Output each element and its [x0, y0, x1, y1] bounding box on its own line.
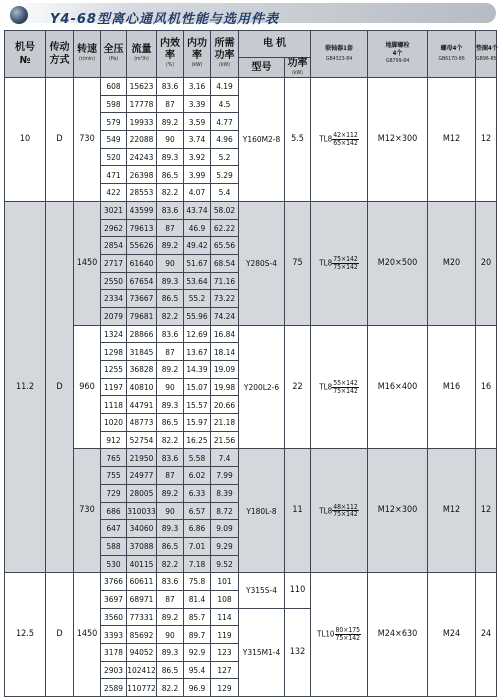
efficiency-cell: 89.2: [157, 361, 184, 379]
pressure-cell: 3393: [101, 626, 127, 644]
header-coupling: 联轴器1套 GB4323-84: [311, 31, 368, 78]
flow-cell: 28005: [127, 484, 157, 502]
header-flow: 流量 (m³/h): [127, 31, 157, 78]
machine-no-cell: 10: [5, 78, 46, 202]
pressure-cell: 1197: [101, 378, 127, 396]
internal-power-cell: 7.18: [184, 555, 211, 573]
header-drive: 传动 方式: [46, 31, 74, 78]
flow-cell: 37088: [127, 537, 157, 555]
pressure-cell: 2962: [101, 219, 127, 237]
flow-cell: 19933: [127, 113, 157, 131]
flow-cell: 28553: [127, 184, 157, 202]
speed-cell: 960: [74, 325, 101, 449]
nut-cell: M12: [428, 78, 476, 202]
internal-power-cell: 3.74: [184, 131, 211, 149]
internal-power-cell: 92.9: [184, 644, 211, 662]
pressure-cell: 3021: [101, 201, 127, 219]
internal-power-cell: 13.67: [184, 343, 211, 361]
efficiency-cell: 86.5: [157, 537, 184, 555]
title-ball-icon: [10, 6, 28, 24]
flow-cell: 24243: [127, 148, 157, 166]
pressure-cell: 471: [101, 166, 127, 184]
flow-cell: 28866: [127, 325, 157, 343]
required-power-cell: 123: [211, 644, 239, 662]
speed-cell: 730: [74, 449, 101, 573]
pressure-cell: 588: [101, 537, 127, 555]
speed-cell: 730: [74, 78, 101, 202]
flow-cell: 40115: [127, 555, 157, 573]
internal-power-cell: 81.4: [184, 590, 211, 608]
required-power-cell: 71.16: [211, 272, 239, 290]
flow-cell: 85692: [127, 626, 157, 644]
header-motor-power: 功率 (kW): [285, 58, 311, 78]
pressure-cell: 1118: [101, 396, 127, 414]
pressure-cell: 579: [101, 113, 127, 131]
required-power-cell: 7.99: [211, 467, 239, 485]
internal-power-cell: 3.16: [184, 78, 211, 96]
required-power-cell: 58.02: [211, 201, 239, 219]
flow-cell: 52754: [127, 431, 157, 449]
efficiency-cell: 89.3: [157, 644, 184, 662]
required-power-cell: 5.2: [211, 148, 239, 166]
efficiency-cell: 89.2: [157, 113, 184, 131]
internal-power-cell: 3.99: [184, 166, 211, 184]
flow-cell: 36828: [127, 361, 157, 379]
required-power-cell: 114: [211, 608, 239, 626]
flow-cell: 44791: [127, 396, 157, 414]
pressure-cell: 422: [101, 184, 127, 202]
efficiency-cell: 82.2: [157, 431, 184, 449]
pressure-cell: 2334: [101, 290, 127, 308]
internal-power-cell: 95.4: [184, 661, 211, 679]
internal-power-cell: 43.74: [184, 201, 211, 219]
motor-power-cell: 132: [285, 608, 311, 696]
nut-cell: M16: [428, 325, 476, 449]
washer-cell: 16: [476, 325, 497, 449]
coupling-numerator: 80×175: [335, 626, 361, 635]
efficiency-cell: 89.3: [157, 396, 184, 414]
required-power-cell: 20.66: [211, 396, 239, 414]
internal-power-cell: 85.7: [184, 608, 211, 626]
required-power-cell: 74.24: [211, 307, 239, 325]
header-washer: 垫圈4个 GB96-85: [476, 31, 497, 78]
internal-power-cell: 3.59: [184, 113, 211, 131]
flow-cell: 40810: [127, 378, 157, 396]
efficiency-cell: 90: [157, 254, 184, 272]
coupling-numerator: 48×112: [333, 502, 358, 511]
internal-power-cell: 96.9: [184, 679, 211, 697]
internal-power-cell: 46.9: [184, 219, 211, 237]
header-efficiency: 内效 率 (%): [157, 31, 184, 78]
efficiency-cell: 87: [157, 219, 184, 237]
efficiency-cell: 87: [157, 467, 184, 485]
coupling-numerator: 55×142: [333, 378, 358, 387]
flow-cell: 94052: [127, 644, 157, 662]
flow-cell: 68971: [127, 590, 157, 608]
motor-power-cell: 11: [285, 449, 311, 573]
washer-cell: 12: [476, 78, 497, 202]
flow-cell: 48773: [127, 414, 157, 432]
anchor-bolt-cell: M12×300: [368, 78, 428, 202]
coupling-fraction: [332, 132, 359, 147]
efficiency-cell: 82.2: [157, 307, 184, 325]
required-power-cell: 4.96: [211, 131, 239, 149]
efficiency-cell: 90: [157, 131, 184, 149]
flow-cell: 22088: [127, 131, 157, 149]
nut-cell: M20: [428, 201, 476, 325]
efficiency-cell: 82.2: [157, 555, 184, 573]
header-nut: 螺母4个 GB6170-86: [428, 31, 476, 78]
header-machine-no: 机号 №: [5, 31, 46, 78]
anchor-bolt-cell: M16×400: [368, 325, 428, 449]
pressure-cell: 2589: [101, 679, 127, 697]
required-power-cell: 9.09: [211, 520, 239, 538]
pressure-cell: 608: [101, 78, 127, 96]
motor-power-cell: 75: [285, 201, 311, 325]
flow-cell: 21950: [127, 449, 157, 467]
required-power-cell: 21.18: [211, 414, 239, 432]
internal-power-cell: 6.57: [184, 502, 211, 520]
header-pressure: 全压 (Pa): [101, 31, 127, 78]
flow-cell: 79613: [127, 219, 157, 237]
pressure-cell: 912: [101, 431, 127, 449]
internal-power-cell: 6.33: [184, 484, 211, 502]
efficiency-cell: 89.3: [157, 520, 184, 538]
coupling-denominator: 75×142: [333, 386, 358, 395]
internal-power-cell: 89.7: [184, 626, 211, 644]
required-power-cell: 5.29: [211, 166, 239, 184]
speed-cell: 1450: [74, 573, 101, 697]
coupling-denominator: 65×142: [333, 138, 358, 147]
header-motor-model: 型号: [239, 58, 285, 78]
pressure-cell: 3766: [101, 573, 127, 591]
efficiency-cell: 82.2: [157, 679, 184, 697]
nut-cell: M12: [428, 449, 476, 573]
coupling-denominator: 75×142: [335, 634, 361, 643]
internal-power-cell: 16.25: [184, 431, 211, 449]
pressure-cell: 1298: [101, 343, 127, 361]
anchor-bolt-cell: M24×630: [368, 573, 428, 697]
required-power-cell: 129: [211, 679, 239, 697]
efficiency-cell: 87: [157, 95, 184, 113]
coupling-prefix: TL8: [319, 505, 333, 515]
internal-power-cell: 14.39: [184, 361, 211, 379]
pressure-cell: 686: [101, 502, 127, 520]
coupling-denominator: 75×142: [333, 510, 358, 519]
coupling-cell: [311, 573, 368, 697]
header-speed: 转速 (r/min): [74, 31, 101, 78]
pressure-cell: 3560: [101, 608, 127, 626]
pressure-cell: 3697: [101, 590, 127, 608]
coupling-fraction: [332, 504, 359, 519]
flow-cell: 43599: [127, 201, 157, 219]
efficiency-cell: 89.3: [157, 148, 184, 166]
efficiency-cell: 90: [157, 378, 184, 396]
required-power-cell: 73.22: [211, 290, 239, 308]
motor-power-cell: 5.5: [285, 78, 311, 202]
flow-cell: 102412: [127, 661, 157, 679]
efficiency-cell: 86.5: [157, 661, 184, 679]
coupling-prefix: TL8: [319, 258, 333, 268]
flow-cell: 110772: [127, 679, 157, 697]
motor-model-cell: Y315S-4: [239, 573, 285, 608]
efficiency-cell: 87: [157, 343, 184, 361]
internal-power-cell: 75.8: [184, 573, 211, 591]
required-power-cell: 9.52: [211, 555, 239, 573]
pressure-cell: 2717: [101, 254, 127, 272]
flow-cell: 73667: [127, 290, 157, 308]
internal-power-cell: 55.96: [184, 307, 211, 325]
internal-power-cell: 12.69: [184, 325, 211, 343]
required-power-cell: 119: [211, 626, 239, 644]
internal-power-cell: 15.07: [184, 378, 211, 396]
required-power-cell: 5.4: [211, 184, 239, 202]
title-bar: [4, 3, 496, 27]
coupling-numerator: 75×142: [333, 254, 358, 263]
machine-no-cell: 12.5: [5, 573, 46, 697]
coupling-denominator: 75×142: [333, 262, 358, 271]
flow-cell: 24977: [127, 467, 157, 485]
pressure-cell: 1255: [101, 361, 127, 379]
required-power-cell: 4.5: [211, 95, 239, 113]
required-power-cell: 8.72: [211, 502, 239, 520]
drive-cell: D: [46, 78, 74, 202]
coupling-cell: [311, 449, 368, 573]
pressure-cell: 549: [101, 131, 127, 149]
internal-power-cell: 3.92: [184, 148, 211, 166]
flow-cell: 15623: [127, 78, 157, 96]
efficiency-cell: 89.2: [157, 484, 184, 502]
coupling-fraction: [332, 256, 359, 271]
coupling-prefix: TL8: [319, 382, 333, 392]
pressure-cell: 3178: [101, 644, 127, 662]
pressure-cell: 2550: [101, 272, 127, 290]
drive-cell: D: [46, 201, 74, 572]
efficiency-cell: 86.5: [157, 290, 184, 308]
motor-model-cell: Y200L2-6: [239, 325, 285, 449]
required-power-cell: 16.84: [211, 325, 239, 343]
nut-cell: M24: [428, 573, 476, 697]
table-body: [5, 78, 497, 697]
internal-power-cell: 49.42: [184, 237, 211, 255]
efficiency-cell: 87: [157, 590, 184, 608]
internal-power-cell: 5.58: [184, 449, 211, 467]
internal-power-cell: 15.97: [184, 414, 211, 432]
anchor-bolt-cell: M12×300: [368, 449, 428, 573]
pressure-cell: 729: [101, 484, 127, 502]
required-power-cell: 19.09: [211, 361, 239, 379]
internal-power-cell: 6.86: [184, 520, 211, 538]
internal-power-cell: 7.01: [184, 537, 211, 555]
motor-power-cell: 110: [285, 573, 311, 608]
flow-cell: 77331: [127, 608, 157, 626]
required-power-cell: 8.39: [211, 484, 239, 502]
flow-cell: 17778: [127, 95, 157, 113]
efficiency-cell: 90: [157, 502, 184, 520]
internal-power-cell: 3.39: [184, 95, 211, 113]
efficiency-cell: 83.6: [157, 573, 184, 591]
motor-model-cell: Y315M1-4: [239, 608, 285, 696]
efficiency-cell: 89.3: [157, 272, 184, 290]
required-power-cell: 4.77: [211, 113, 239, 131]
efficiency-cell: 89.2: [157, 608, 184, 626]
motor-model-cell: Y160M2-8: [239, 78, 285, 202]
washer-cell: 12: [476, 449, 497, 573]
flow-cell: 310033: [127, 502, 157, 520]
required-power-cell: 108: [211, 590, 239, 608]
internal-power-cell: 55.2: [184, 290, 211, 308]
required-power-cell: 68.54: [211, 254, 239, 272]
flow-cell: 34060: [127, 520, 157, 538]
header-anchor-bolt: 地脚螺栓 4个 GB799-84: [368, 31, 428, 78]
motor-model-cell: Y280S-4: [239, 201, 285, 325]
pressure-cell: 2903: [101, 661, 127, 679]
flow-cell: 60611: [127, 573, 157, 591]
flow-cell: 61640: [127, 254, 157, 272]
table-row: [5, 573, 497, 591]
anchor-bolt-cell: M20×500: [368, 201, 428, 325]
efficiency-cell: 83.6: [157, 325, 184, 343]
pressure-cell: 520: [101, 148, 127, 166]
header-motor: 电 机: [239, 31, 311, 58]
pressure-cell: 530: [101, 555, 127, 573]
performance-table: [4, 30, 497, 697]
required-power-cell: 62.22: [211, 219, 239, 237]
drive-cell: D: [46, 573, 74, 697]
flow-cell: 55626: [127, 237, 157, 255]
coupling-prefix: TL8: [319, 134, 333, 144]
motor-model-cell: Y180L-8: [239, 449, 285, 573]
required-power-cell: 18.14: [211, 343, 239, 361]
motor-power-cell: 22: [285, 325, 311, 449]
pressure-cell: 2854: [101, 237, 127, 255]
coupling-cell: [311, 78, 368, 202]
washer-cell: 24: [476, 573, 497, 697]
efficiency-cell: 82.2: [157, 184, 184, 202]
coupling-fraction: [332, 380, 359, 395]
efficiency-cell: 89.2: [157, 237, 184, 255]
table-row: [5, 78, 497, 96]
required-power-cell: 65.56: [211, 237, 239, 255]
pressure-cell: 647: [101, 520, 127, 538]
page-title: Y4-68型离心通风机性能与选用件表: [50, 12, 279, 27]
required-power-cell: 4.19: [211, 78, 239, 96]
flow-cell: 67654: [127, 272, 157, 290]
header-internal-power: 内功 率 (kW): [184, 31, 211, 78]
required-power-cell: 127: [211, 661, 239, 679]
internal-power-cell: 15.57: [184, 396, 211, 414]
table-row: [5, 201, 497, 219]
machine-no-cell: 11.2: [5, 201, 46, 572]
efficiency-cell: 83.6: [157, 201, 184, 219]
required-power-cell: 101: [211, 573, 239, 591]
pressure-cell: 755: [101, 467, 127, 485]
flow-cell: 31845: [127, 343, 157, 361]
coupling-fraction: [335, 627, 362, 642]
table-row: [5, 325, 497, 343]
internal-power-cell: 51.67: [184, 254, 211, 272]
table-row: [5, 449, 497, 467]
speed-cell: 1450: [74, 201, 101, 325]
internal-power-cell: 6.02: [184, 467, 211, 485]
efficiency-cell: 86.5: [157, 414, 184, 432]
coupling-prefix: TL10: [316, 629, 335, 639]
required-power-cell: 19.98: [211, 378, 239, 396]
required-power-cell: 7.4: [211, 449, 239, 467]
internal-power-cell: 4.07: [184, 184, 211, 202]
internal-power-cell: 53.64: [184, 272, 211, 290]
required-power-cell: 9.29: [211, 537, 239, 555]
pressure-cell: 765: [101, 449, 127, 467]
flow-cell: 79681: [127, 307, 157, 325]
washer-cell: 20: [476, 201, 497, 325]
efficiency-cell: 90: [157, 626, 184, 644]
flow-cell: 26398: [127, 166, 157, 184]
pressure-cell: 1020: [101, 414, 127, 432]
coupling-cell: [311, 325, 368, 449]
pressure-cell: 1324: [101, 325, 127, 343]
efficiency-cell: 83.6: [157, 449, 184, 467]
pressure-cell: 2079: [101, 307, 127, 325]
pressure-cell: 598: [101, 95, 127, 113]
efficiency-cell: 86.5: [157, 166, 184, 184]
header-required-power: 所需 功率 (kW): [211, 31, 239, 78]
required-power-cell: 21.56: [211, 431, 239, 449]
coupling-cell: [311, 201, 368, 325]
efficiency-cell: 83.6: [157, 78, 184, 96]
coupling-numerator: 42×112: [333, 131, 358, 140]
